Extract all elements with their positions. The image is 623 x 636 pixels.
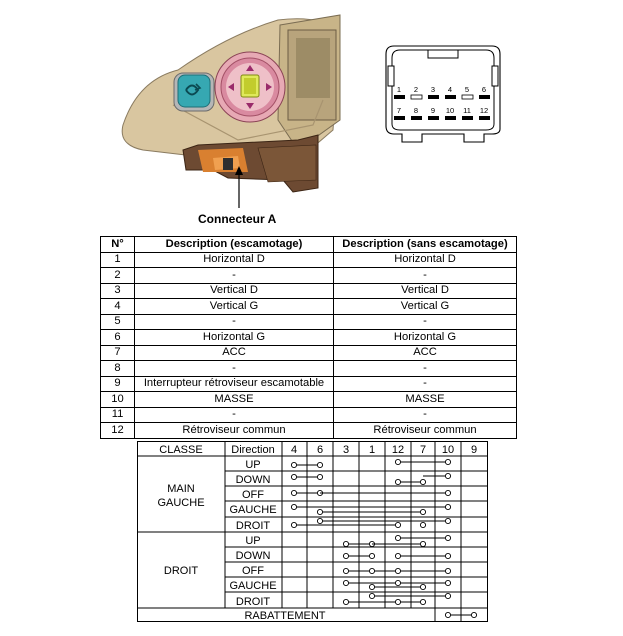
cell: 1 <box>101 252 135 268</box>
pin-terminal-empty <box>411 95 422 99</box>
pin-label: 3 <box>430 85 436 94</box>
direction-up: UP <box>245 535 261 547</box>
group-droit: DROIT <box>163 565 199 577</box>
cell: Horizontal G <box>135 330 334 346</box>
pin-label: 1 <box>396 85 402 94</box>
connector-caption: Connecteur A <box>198 212 277 226</box>
pin-label: 2 <box>413 85 419 94</box>
cell: - <box>135 314 334 330</box>
header-pin: 1 <box>368 444 376 456</box>
header-pin: 7 <box>419 444 427 456</box>
pin-terminal <box>445 95 456 99</box>
cell: Rétroviseur commun <box>334 423 517 439</box>
cell: MASSE <box>135 392 334 408</box>
direction-down: DOWN <box>235 474 271 486</box>
direction-droit: DROIT <box>235 520 271 532</box>
direction-down: DOWN <box>235 550 271 562</box>
table-row <box>101 423 517 439</box>
cell: - <box>334 361 517 377</box>
cell: 2 <box>101 268 135 284</box>
pin-label: 8 <box>413 106 419 115</box>
cell: Vertical D <box>135 283 334 299</box>
cell: Vertical D <box>334 283 517 299</box>
header-cell: Description (sans escamotage) <box>334 237 517 253</box>
pin-terminal <box>445 116 456 120</box>
pin-terminal-empty <box>462 95 473 99</box>
cell: Vertical G <box>334 299 517 315</box>
cell: MASSE <box>334 392 517 408</box>
table-row <box>101 392 517 408</box>
cell: 10 <box>101 392 135 408</box>
cell: Horizontal D <box>135 252 334 268</box>
footer-rabattement: RABATTEMENT <box>244 610 326 622</box>
cell: - <box>135 407 334 423</box>
cell: Vertical G <box>135 299 334 315</box>
cell: 3 <box>101 283 135 299</box>
header-classe: CLASSE <box>159 444 203 456</box>
header-pin: 6 <box>316 444 324 456</box>
table-row <box>101 299 517 315</box>
pin-label: 4 <box>447 85 453 94</box>
pin-terminal <box>428 116 439 120</box>
pin-label: 10 <box>445 106 455 115</box>
table-row <box>101 330 517 346</box>
header-pin: 10 <box>441 444 455 456</box>
cell: 11 <box>101 407 135 423</box>
pin-terminal <box>394 116 405 120</box>
cell: - <box>334 407 517 423</box>
pin-terminal <box>479 116 490 120</box>
pin-description-table <box>100 236 517 439</box>
direction-droit: DROIT <box>235 596 271 608</box>
cell: 4 <box>101 299 135 315</box>
direction-gauche: GAUCHE <box>229 580 277 592</box>
pin-label: 6 <box>481 85 487 94</box>
header-pin: 12 <box>391 444 405 456</box>
cell: - <box>135 361 334 377</box>
connector-pin-diagram <box>382 44 504 147</box>
mirror-switch-illustration <box>118 10 343 210</box>
cell: 12 <box>101 423 135 439</box>
cell: Rétroviseur commun <box>135 423 334 439</box>
cell: Interrupteur rétroviseur escamotable <box>135 376 334 392</box>
header-pin: 9 <box>470 444 478 456</box>
table-row <box>101 376 517 392</box>
cell: 9 <box>101 376 135 392</box>
cell: - <box>135 268 334 284</box>
pin-label: 9 <box>430 106 436 115</box>
table-row <box>101 252 517 268</box>
header-direction: Direction <box>231 444 275 456</box>
cell: 5 <box>101 314 135 330</box>
pin-terminal <box>428 95 439 99</box>
header-pin: 3 <box>342 444 350 456</box>
cell: 7 <box>101 345 135 361</box>
pin-label: 11 <box>463 106 471 115</box>
pin-label: 7 <box>396 106 402 115</box>
pin-terminal <box>411 116 422 120</box>
cell: Horizontal G <box>334 330 517 346</box>
switch-continuity-table <box>137 441 489 623</box>
cell: ACC <box>135 345 334 361</box>
table-row <box>101 268 517 284</box>
table-row <box>101 314 517 330</box>
header-pin: 4 <box>290 444 298 456</box>
pin-terminal <box>479 95 490 99</box>
table-row <box>101 345 517 361</box>
direction-off: OFF <box>242 565 264 577</box>
table-row <box>101 407 517 423</box>
cell: 8 <box>101 361 135 377</box>
table-row <box>101 283 517 299</box>
cell: - <box>334 314 517 330</box>
pin-label: 5 <box>464 85 470 94</box>
direction-up: UP <box>245 459 261 471</box>
pin-label: 12 <box>479 106 489 115</box>
table-header-row <box>101 237 517 253</box>
table-row <box>101 361 517 377</box>
header-cell: Description (escamotage) <box>135 237 334 253</box>
group-main-gauche-line1: MAIN <box>167 483 195 495</box>
direction-gauche: GAUCHE <box>229 504 277 516</box>
pin-terminal <box>462 116 473 120</box>
cell: Horizontal D <box>334 252 517 268</box>
header-cell: N° <box>101 237 135 253</box>
direction-off: OFF <box>242 489 264 501</box>
cell: - <box>334 376 517 392</box>
cell: ACC <box>334 345 517 361</box>
cell: 6 <box>101 330 135 346</box>
cell: - <box>334 268 517 284</box>
pin-terminal <box>394 95 405 99</box>
group-main-gauche-line2: GAUCHE <box>157 497 205 509</box>
